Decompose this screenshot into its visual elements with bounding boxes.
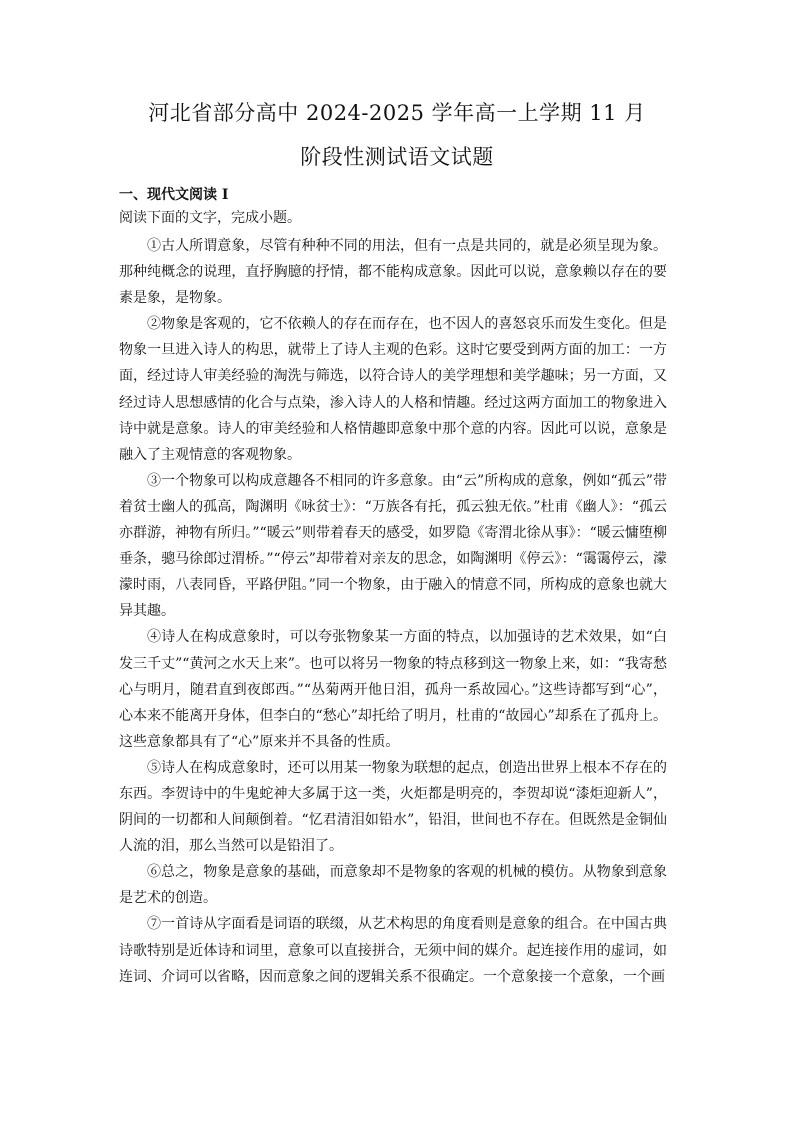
section-heading: 一、现代文阅读 I	[119, 187, 229, 203]
paragraph-4: ④诗人在构成意象时，可以夸张物象某一方面的特点，以加强诗的艺术效果，如“白发三千丈”“黄河之水天上来”。也可以将另一物象的特点移到这一物象上来，如：“我寄愁心与明月，随君直到夜郎西。”“丛菊两开他日泪，孤舟一系故园心。”这些诗都写到“心”，心本来不能离开身体，但李白的“愁心”却托给了明月，杜甫的“故园心”却系在了孤舟上。这些意象都具有了“心”原来并不具备的性质。	[119, 629, 667, 750]
paragraph-6: ⑥总之，物象是意象的基础，而意象却不是物象的客观的机械的模仿。从物象到意象是艺术的创造。	[119, 864, 667, 907]
paragraph-3: ③一个物象可以构成意趣各不相同的许多意象。由“云”所构成的意象，例如“孤云”带着贫士幽人的孤高，陶渊明《咏贫士》：“万族各有托，孤云独无依。”杜甫《幽人》：“孤云亦群游，神物有所归。”“暖云”则带着春天的感受，如罗隐《寄渭北徐从事》：“暖云慵堕柳垂条，骢马徐郎过渭桥。”“停云”却带着对亲友的思念，如陶渊明《停云》：“霭霭停云，濛濛时雨，八表同昏，平路伊阻。”同一个物象，由于融入的情意不同，所构成的意象也就大异其趣。	[119, 472, 667, 620]
reading-passage	[119, 233, 667, 990]
reading-instruction: 阅读下面的文字，完成小题。	[119, 210, 301, 226]
paragraph-7: ⑦一首诗从字面看是词语的联缀，从艺术构思的角度看则是意象的组合。在中国古典诗歌特别是近体诗和词里，意象可以直接拼合，无须中间的媒介。起连接作用的虚词，如连词、介词可以省略，因而意象之间的逻辑关系不很确定。一个意象接一个意象，一个画	[119, 916, 667, 985]
document-title-line-2: 阶段性测试语文试题	[300, 145, 494, 169]
document-title-line-1: 河北省部分高中 2024-2025 学年高一上学期 11 月	[148, 101, 646, 125]
paragraph-2: ②物象是客观的，它不依赖人的存在而存在，也不因人的喜怒哀乐而发生变化。但是物象一旦进入诗人的构思，就带上了诗人主观的色彩。这时它要受到两方面的加工：一方面，经过诗人审美经验的淘洗与筛选，以符合诗人的美学理想和美学趣味；另一方面，又经过诗人思想感情的化合与点染，渗入诗人的人格和情趣。经过这两方面加工的物象进入诗中就是意象。诗人的审美经验和人格情趣即意象中那个意的内容。因此可以说，意象是融入了主观情意的客观物象。	[119, 316, 667, 463]
paragraph-1: ①古人所谓意象，尽管有种种不同的用法，但有一点是共同的，就是必须呈现为象。那种纯概念的说理，直抒胸臆的抒情，都不能构成意象。因此可以说，意象赖以存在的要素是象，是物象。	[119, 238, 667, 307]
paragraph-5: ⑤诗人在构成意象时，还可以用某一物象为联想的起点，创造出世界上根本不存在的东西。李贺诗中的牛鬼蛇神大多属于这一类，火炬都是明亮的，李贺却说“漆炬迎新人”，阴间的一切都和人间颠倒着。“忆君清泪如铅水”，铅泪，世间也不存在。但既然是金铜仙人流的泪，那么当然可以是铅泪了。	[119, 759, 667, 855]
